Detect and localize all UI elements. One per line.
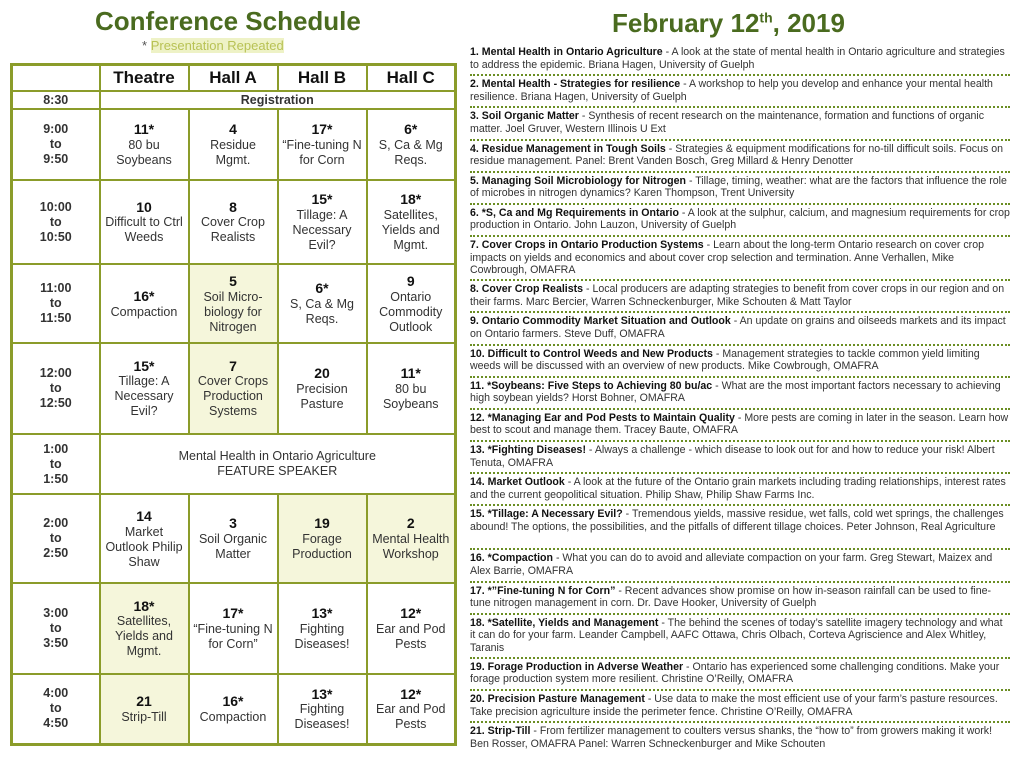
session-description-text: - Synthesis of recent research on the maintenance, formation and functions of organic matter. Joel Gruver, Western Illinois U Ext — [470, 110, 985, 135]
time-slot: 3:00 to 3:50 — [12, 583, 100, 674]
session-description-text: - The behind the scenes of today’s satellite imagery technology and what it can do for your farm. Leander Campbell, AAFC Ottawa, Chris Olbach, Corteva Agriscience and Alex Whitley, Taranis — [470, 616, 1003, 654]
session-cell: 11* 80 bu Soybeans — [100, 109, 189, 180]
session-cell: 4 Residue Mgmt. — [189, 109, 278, 180]
session-cell: 21 Strip-Till — [100, 674, 189, 745]
session-description-text: - Management strategies to tackle common yield limiting weeds will be discussed with an overview of new products. Mike Cowbrough, OMAFRA — [470, 347, 980, 372]
schedule-row — [12, 583, 456, 674]
session-description-title: 9. Ontario Commodity Market Situation and Outlook — [470, 315, 731, 328]
feature-speaker-cell — [100, 434, 456, 495]
session-cell: 14 Market Outlook Philip Shaw — [100, 494, 189, 583]
session-cell: 18* Satellites, Yields and Mgmt. — [367, 180, 456, 265]
col-header-hall-c: Hall C — [367, 65, 456, 92]
feature-row — [12, 434, 456, 495]
session-description — [470, 141, 1010, 173]
session-cell: 16* Compaction — [189, 674, 278, 745]
session-description-title: 17. *”Fine-tuning N for Corn” — [470, 584, 616, 597]
session-description-text: - Recent advances show promise on how in-season rainfall can be used to fine-tune nitrogen management in corn. Dr. Dave Hooker, University of Guelph — [470, 584, 992, 610]
session-description-title: 14. Market Outlook — [470, 476, 565, 489]
time-slot: 8:30 — [12, 91, 100, 109]
col-header-theatre: Theatre — [100, 65, 189, 92]
session-description — [470, 76, 1010, 108]
session-description-text: - Ontario has experienced some challenging conditions. Make your forage production system more resilient. Christine O’Reilly, OMAFRA — [470, 660, 1000, 686]
legend — [142, 38, 284, 53]
session-description-title: 6. *S, Ca and Mg Requirements in Ontario — [470, 206, 679, 219]
session-description-text: - Learn about the long-term Ontario research on cover crop impacts on yields and economics and about cover crop selection and termination. Anne Verhallen, Mike Cowbrough, OMAFRA — [470, 239, 984, 277]
session-description-title: 18. *Satellite, Yields and Management — [470, 616, 659, 629]
session-cell: 18* Satellites, Yields and Mgmt. — [100, 583, 189, 674]
session-description — [470, 44, 1010, 76]
legend-repeated-label: Presentation Repeated — [150, 38, 284, 53]
schedule-row — [12, 264, 456, 343]
session-description — [470, 659, 1010, 691]
session-description — [470, 550, 1010, 582]
session-description-title: 12. *Managing Ear and Pod Pests to Maintain Quality — [470, 411, 735, 424]
registration-row — [12, 91, 456, 109]
session-description — [470, 691, 1010, 723]
session-description-text: - From fertilizer management to coulters versus shanks, the “how to” from growers making it work! Ben Rosser, OMAFRA Panel: Warren Schneckenburger and Mike Schouten — [470, 725, 993, 750]
session-description — [470, 173, 1010, 205]
time-slot: 12:00 to 12:50 — [12, 343, 100, 434]
session-description — [470, 474, 1010, 506]
session-description — [470, 615, 1010, 659]
session-description — [470, 237, 1010, 281]
session-descriptions — [470, 44, 1010, 755]
schedule-table — [10, 63, 457, 746]
session-description-text: - A workshop to help you develop and enhance your mental health resilience. Briana Hagen, University of Guelph — [470, 78, 993, 103]
session-description-text: - A look at the sulphur, calcium, and magnesium requirements for crop production in Ontario. John Lauzon, University of Guelph — [470, 206, 1010, 232]
session-description-title: 20. Precision Pasture Management — [470, 693, 645, 705]
legend-star: * — [142, 38, 148, 53]
session-description-text: - A look at the state of mental health in Ontario agriculture and strategies to address the epidemic. Briana Hagen, University of Guelph — [470, 46, 1005, 71]
session-description — [470, 346, 1010, 378]
time-slot: 11:00 to 11:50 — [12, 264, 100, 343]
session-cell: 13* Fighting Diseases! — [278, 583, 367, 674]
session-description-title: 11. *Soybeans: Five Steps to Achieving 80 bu/ac — [470, 379, 713, 392]
session-description-text: - Use data to make the most efficient use of your farm’s pasture resources. Take precision agriculture inside the perimeter fence. Christine O’Reilly, OMAFRA — [470, 693, 998, 718]
session-description-title: 7. Cover Crops in Ontario Production Systems — [470, 239, 704, 252]
session-description — [470, 281, 1010, 313]
time-slot: 10:00 to 10:50 — [12, 180, 100, 265]
session-description — [470, 442, 1010, 474]
session-description-title: 3. Soil Organic Matter — [470, 110, 579, 123]
session-cell: 12* Ear and Pod Pests — [367, 583, 456, 674]
schedule-row — [12, 180, 456, 265]
col-header-hall-a: Hall A — [189, 65, 278, 92]
session-description-title: 19. Forage Production in Adverse Weather — [470, 660, 684, 673]
schedule-row — [12, 494, 456, 583]
session-description-text: - Local producers are adapting strategies to benefit from cover crops in our region and on their farms. Marc Bercier, Warren Schneckenburger, Mike Schouten & Matt Taylor — [470, 283, 1005, 308]
time-slot: 2:00 to 2:50 — [12, 494, 100, 583]
session-description — [470, 378, 1010, 410]
session-description-text: - An update on grains and oilseeds markets and its impact on Ontario farmers. Steve Duff, OMAFRA — [470, 315, 1006, 340]
session-cell: 2 Mental Health Workshop — [367, 494, 456, 583]
session-cell: 6* S, Ca & Mg Reqs. — [278, 264, 367, 343]
session-description-title: 5. Managing Soil Microbiology for Nitrogen — [470, 174, 686, 187]
session-description-title: 15. *Tillage: A Necessary Evil? — [470, 508, 623, 521]
session-description-title: 10. Difficult to Control Weeds and New Products — [470, 347, 713, 360]
feature-subtitle: FEATURE SPEAKER — [217, 464, 338, 479]
session-cell: 12* Ear and Pod Pests — [367, 674, 456, 745]
session-description-text: - Strategies & equipment modifications for no-till difficult soils. Focus on residue management. Panel: Brent Vanden Bosch, Greg Millard & Henry Denotter — [470, 142, 1004, 168]
session-cell: 9 Ontario Commodity Outlook — [367, 264, 456, 343]
session-description — [470, 583, 1010, 615]
session-description — [470, 723, 1010, 755]
session-cell: 19 Forage Production — [278, 494, 367, 583]
session-description-text: - A look at the future of the Ontario grain markets including trading relationships, interest rates and the current geopolitical situation. Philip Shaw, Philip Shaw Farms Inc. — [470, 476, 1006, 501]
session-description-title: 16. *Compaction — [470, 552, 554, 565]
date-suffix: th — [759, 9, 773, 26]
session-description — [470, 108, 1010, 140]
session-cell: 15* Tillage: A Necessary Evil? — [278, 180, 367, 265]
session-description-title: 1. Mental Health in Ontario Agriculture — [470, 46, 663, 58]
session-cell: 5 Soil Micro-biology for Nitrogen — [189, 264, 278, 343]
session-description-text: - What are the most important factors necessary to achieving high soybean yields? Horst Bohner, OMAFRA — [470, 379, 1001, 405]
session-description-title: 21. Strip-Till — [470, 725, 531, 738]
session-cell: 8 Cover Crop Realists — [189, 180, 278, 265]
session-cell: 20 Precision Pasture — [278, 343, 367, 434]
session-cell: 15* Tillage: A Necessary Evil? — [100, 343, 189, 434]
session-description — [470, 313, 1010, 345]
session-cell: 11* 80 bu Soybeans — [367, 343, 456, 434]
schedule-row — [12, 343, 456, 434]
schedule-title: Conference Schedule — [95, 6, 361, 36]
session-description-title: 2. Mental Health - Strategies for resilience — [470, 78, 681, 91]
feature-title: Mental Health in Ontario Agriculture — [178, 449, 376, 464]
session-description-title: 13. *Fighting Diseases! — [470, 444, 586, 457]
col-header-hall-b: Hall B — [278, 65, 367, 92]
date-title — [612, 8, 845, 39]
session-description-text: - More pests are coming in later in the season. Learn how best to scout and manage them. Tracey Baute, OMAFRA — [470, 411, 1009, 437]
session-description-text: - Tillage, timing, weather: what are the factors that influence the role of microbes in nitrogen dynamics? Karen Thompson, Trent University — [470, 174, 1007, 200]
header-row — [12, 65, 456, 92]
session-description-title: 8. Cover Crop Realists — [470, 283, 584, 296]
date-main: February 12 — [612, 8, 760, 38]
session-description — [470, 410, 1010, 442]
session-cell: 10 Difficult to Ctrl Weeds — [100, 180, 189, 265]
session-description-text: - Tremendous yields, massive residue, wet falls, cold wet springs, the challenges abound! The options, the possibilities, and the pitfalls of different tillage choices. Peter Johnson, Real Agriculture — [470, 508, 1004, 533]
schedule-row — [12, 109, 456, 180]
session-cell: 7 Cover Crops Production Systems — [189, 343, 278, 434]
time-slot: 1:00 to 1:50 — [12, 434, 100, 495]
session-cell: 6* S, Ca & Mg Reqs. — [367, 109, 456, 180]
session-cell: 17* “Fine-tuning N for Corn — [278, 109, 367, 180]
session-cell: 3 Soil Organic Matter — [189, 494, 278, 583]
session-cell: 17* “Fine-tuning N for Corn” — [189, 583, 278, 674]
session-description-text: - Always a challenge - which disease to look out for and how to reduce your risk! Albert Tenuta, OMAFRA — [470, 444, 995, 469]
session-description — [470, 205, 1010, 237]
header-time-blank — [12, 65, 100, 92]
session-description — [470, 506, 1010, 550]
session-cell: 16* Compaction — [100, 264, 189, 343]
schedule-row — [12, 674, 456, 745]
session-description-title: 4. Residue Management in Tough Soils — [470, 142, 666, 155]
registration-cell: Registration — [100, 91, 456, 109]
date-year: , 2019 — [772, 8, 845, 38]
time-slot: 9:00 to 9:50 — [12, 109, 100, 180]
session-description-text: - What you can do to avoid and alleviate compaction on your farm. Greg Stewart, Maizex and Alex Barrie, OMAFRA — [470, 552, 993, 577]
session-cell: 13* Fighting Diseases! — [278, 674, 367, 745]
time-slot: 4:00 to 4:50 — [12, 674, 100, 745]
